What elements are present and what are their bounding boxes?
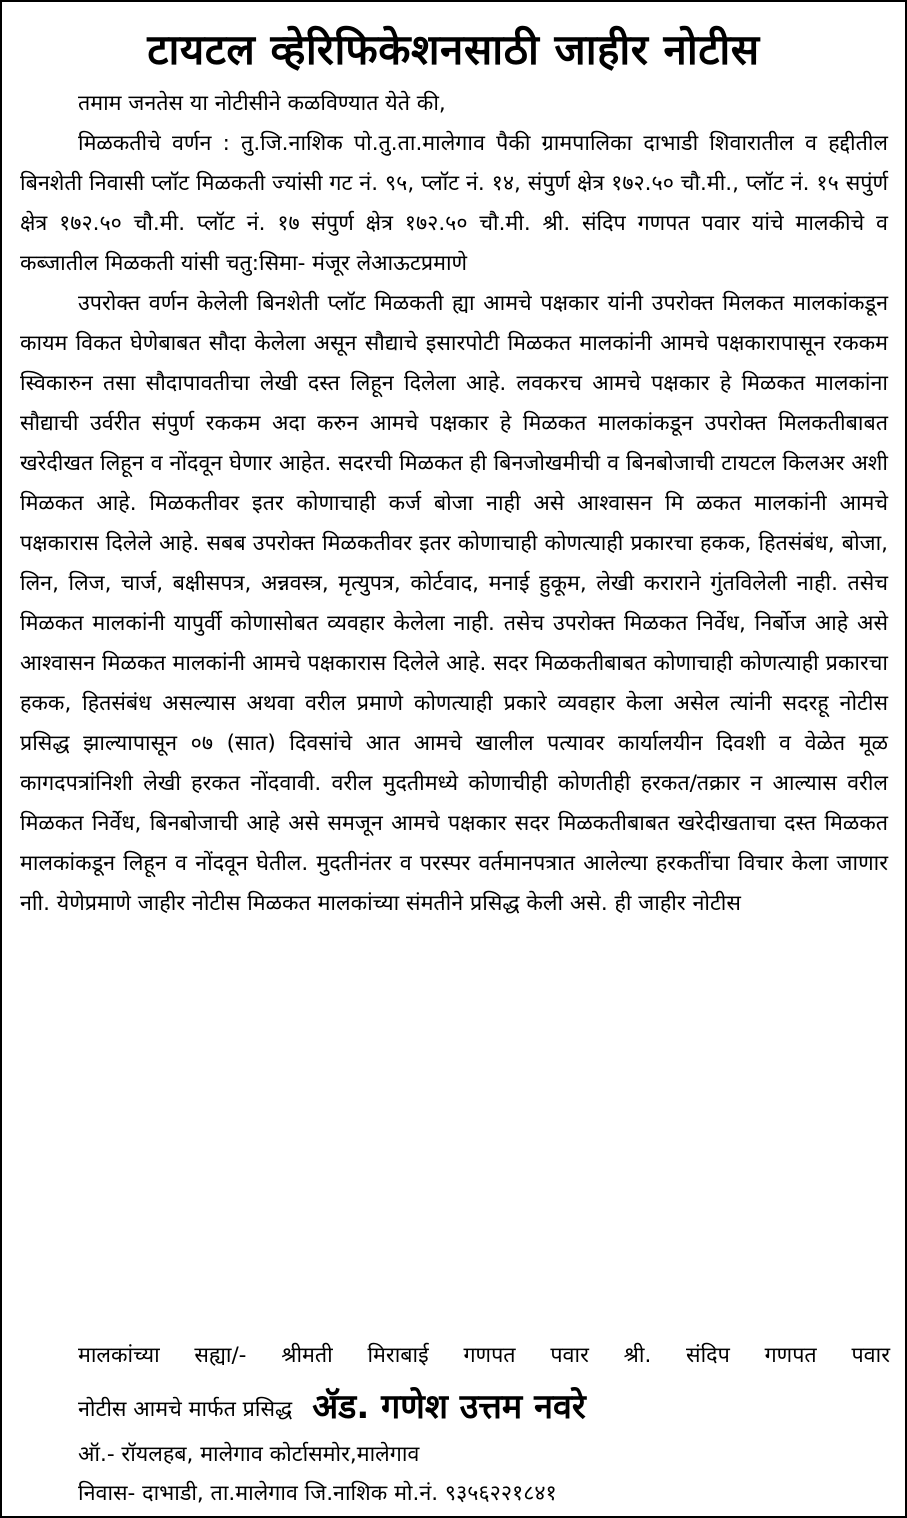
notice-body xyxy=(20,84,888,924)
main-paragraph: उपरोक्त वर्णन केलेली बिनशेती प्लॉट मिळकती ह्या आमचे पक्षकार यांनी उपरोक्त मिलकत मालकांकडून कायम विकत घेणेबाबत सौदा केलेला असून सौद्याचे इसारपोटी मिळकत मालकांनी आमचे पक्षकारापासून रककम स्विकारुन तसा सौदापावतीचा लेखी दस्त लिहून दिलेला आहे. लवकरच आमचे पक्षकार हे मिळकत मालकांना सौद्याची उर्वरीत संपुर्ण रककम अदा करुन आमचे पक्षकार हे मिळकत मालकांकडून उपरोक्त मिलकतीबाबत खरेदीखत लिहून व नोंदवून घेणार आहेत. सदरची मिळकत ही बिनजोखमीची व बिनबोजाची टायटल किलअर अशी मिळकत आहे. मिळकतीवर इतर कोणाचाही कर्ज बोजा नाही असे आश्वासन मि ळकत मालकांनी आमचे पक्षकारास दिलेले आहे. सबब उपरोक्त मिळकतीवर इतर कोणाचाही कोणत्याही प्रकारचा हकक, हितसंबंध, बोजा, लिन, लिज, चार्ज, बक्षीसपत्र, अन्नवस्त्र, मृत्युपत्र, कोर्टवाद, मनाई हुकूम, लेखी कराराने गुंतविलेली नाही. तसेच मिळकत मालकांनी यापुर्वी कोणासोबत व्यवहार केलेला नाही. तसेच उपरोक्त मिळकत निर्वेध, निर्बोज आहे असे आश्वासन मिळकत मालकांनी आमचे पक्षकारास दिलेले आहे. सदर मिळकतीबाबत कोणाचाही कोणत्याही प्रकारचा हकक, हितसंबंध असल्यास अथवा वरील प्रमाणे कोणत्याही प्रकारे व्यवहार केला असेल त्यांनी सदरहू नोटीस प्रसिद्ध झाल्यापासून ०७ (सात) दिवसांचे आत आमचे खालील पत्यावर कार्यालयीन दिवशी व वेळेत मूळ कागदपत्रांनिशी लेखी हरकत नोंदवावी. वरील मुदतीमध्ये कोणाचीही कोणतीही हरकत/तक्रार न आल्यास वरील मिळकत निर्वेध, बिनबोजाची आहे असे समजून आमचे पक्षकार सदर मिळकतीबाबत खरेदीखताचा दस्त मिळकत मालकांकडून लिहून व नोंदवून घेतील. मुदतीनंतर व परस्पर वर्तमानपत्रात आलेल्या हरकतींचा विचार केला जाणार नाी. येणेप्रमाणे जाहीर नोटीस मिळकत मालकांच्या संमतीने प्रसिद्ध केली असे. ही जाहीर नोटीस xyxy=(20,291,888,916)
published-through-label: नोटीस आमचे मार्फत प्रसिद्ध xyxy=(78,1397,293,1422)
notice-title: टायटल व्हेरिफिकेशनसाठी जाहीर नोटीस xyxy=(147,25,760,74)
notice-intro: तमाम जनतेस या नोटीसीने कळविण्यात येते की, xyxy=(78,91,446,116)
residence-contact: निवास- दाभाडी, ता.मालेगाव जि.नाशिक मो.नं. ९३५६२२१८४१ xyxy=(78,1481,557,1506)
property-description: मिळकतीचे वर्णन : तु.जि.नाशिक पो.तु.ता.मालेगाव पैकी ग्रामपालिका दाभाडी शिवारातील व हद्दीतील बिनशेती निवासी प्लॉट मिळकती ज्यांसी गट नं. ९५, प्लॉट नं. १४, संपुर्ण क्षेत्र १७२.५० चौ.मी., प्लॉट नं. १५ सपुंर्ण क्षेत्र १७२.५० चौ.मी. प्लॉट नं. १७ संपुर्ण क्षेत्र १७२.५० चौ.मी. श्री. संदिप गणपत पवार यांचे मालकीचे व कब्जातील मिळकती यांसी चतु:सिमा- मंजूर लेआऊटप्रमाणे xyxy=(20,131,888,276)
office-address: ऑ.- रॉयलहब, मालेगाव कोर्टासमोर,मालेगाव xyxy=(78,1442,420,1467)
publisher-line xyxy=(78,1384,890,1433)
owners-signature: मालकांच्या सह्या/- श्रीमती मिराबाई गणपत पवार श्री. संदिप गणपत पवार xyxy=(78,1343,890,1368)
advocate-name: ॲड. गणेश उत्तम नवरे xyxy=(312,1387,586,1427)
